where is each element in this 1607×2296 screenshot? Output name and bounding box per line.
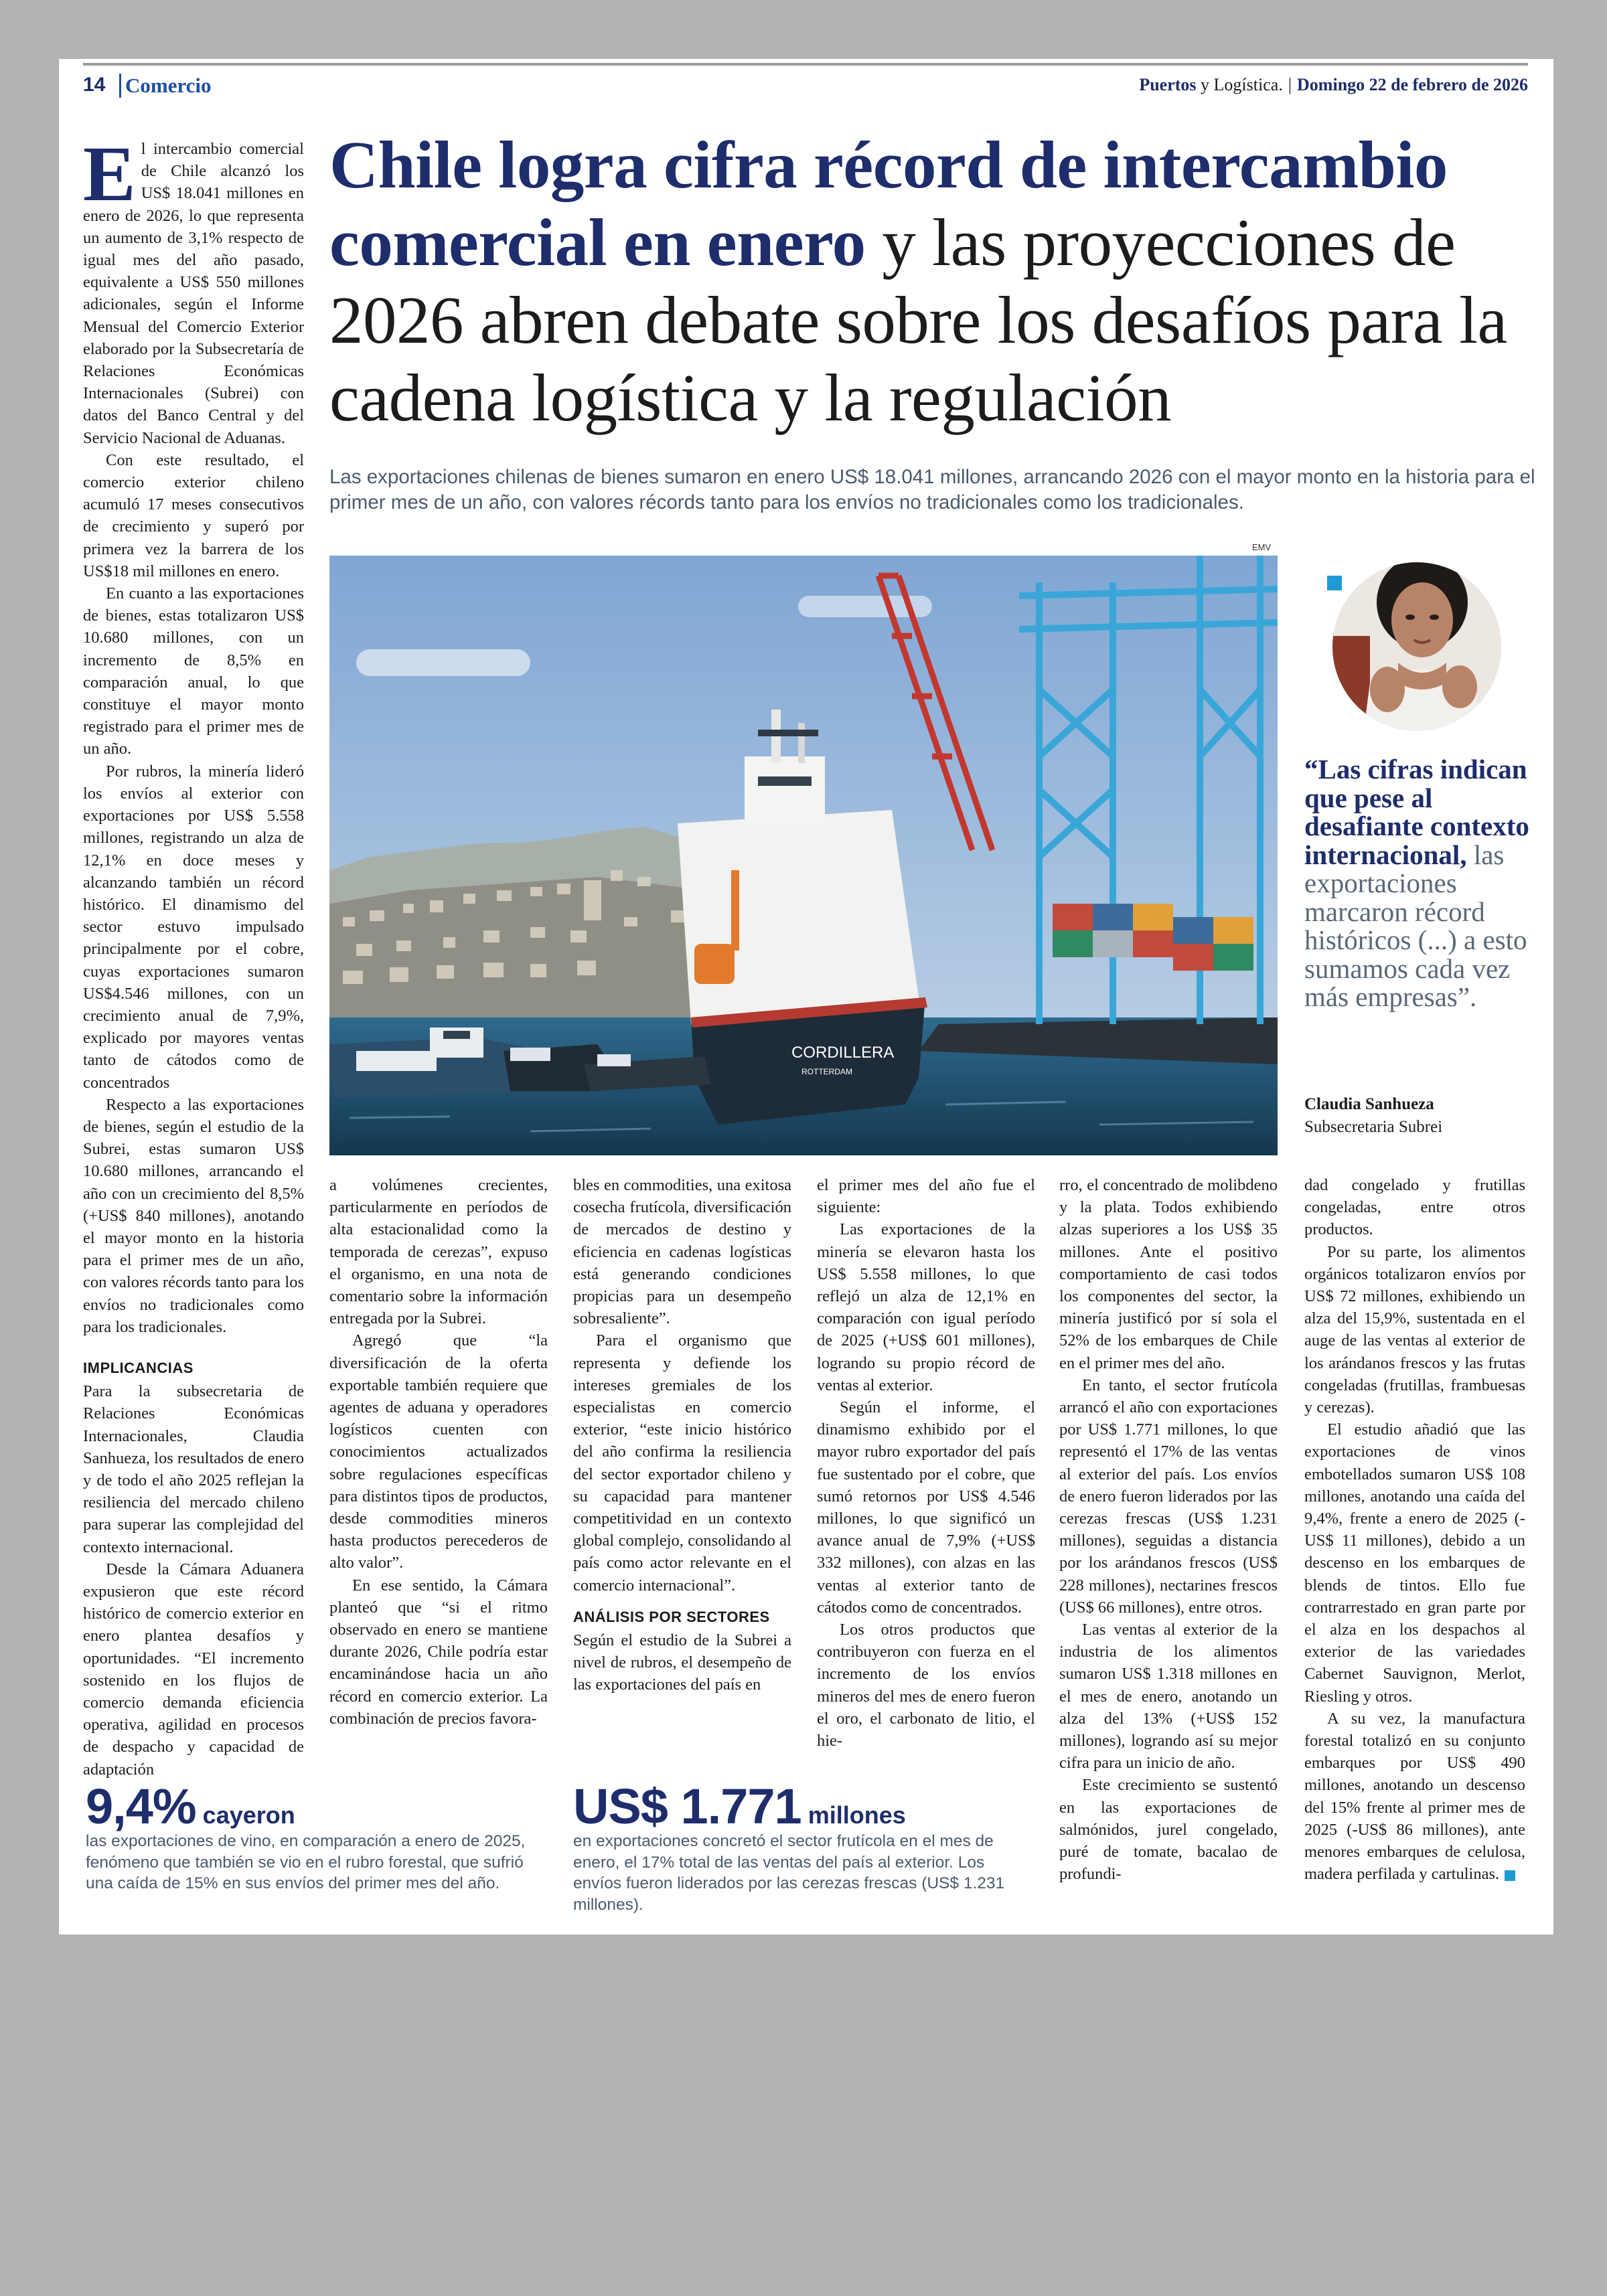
article-paragraph: Las exportaciones de la minería se elevaron hasta los US$ 5.558 millones, lo que reflejó un alza de 12,1% en comparación con igual período de 2025 (+US$ 601 millones), logrando su propio récord de ventas al exterior. <box>817 1220 1035 1394</box>
quote-author-role: Subsecretaria Subrei <box>1304 1118 1443 1136</box>
subheading-analisis: ANÁLISIS POR SECTORES <box>573 1608 770 1625</box>
lead-paragraph: Las exportaciones chilenas de bienes sumaron en enero US$ 18.041 millones, arrancando 2026 con el mayor monto en la historia para el primer mes de un año, con valores récords tanto para los envíos no tradicionales como los tradicionales. <box>329 466 1535 513</box>
subheading-implicancias: IMPLICANCIAS <box>83 1359 194 1376</box>
stat-unit: cayeron <box>202 1801 295 1829</box>
stat-value: 9,4% <box>86 1779 196 1834</box>
article-paragraph: En ese sentido, la Cámara planteó que “si el ritmo observado en enero se mantiene durante 2026, Chile podría estar encaminándose hacia un año récord en comercio exterior. La combinación de precios favora- <box>329 1576 548 1728</box>
stat-description: las exportaciones de vino, en comparación a enero de 2025, fenómeno que también se vio en el rubro forestal, que sufrió una caída de 15% en sus envíos del primer mes del año. <box>86 1832 526 1892</box>
article-paragraph: Con este resultado, el comercio exterior chileno acumuló 17 meses consecutivos de crecimiento y superó por primera vez la barrera de los US$18 mil millones en enero. <box>83 450 304 580</box>
article-paragraph: Desde la Cámara Aduanera expusieron que este récord histórico de comercio exterior en enero plantea desafíos y oportunidades. “El incremento sostenido en los flujos de comercio demanda eficiencia operativa, agilidad en procesos de despacho y capacidad de adaptación <box>83 1560 304 1779</box>
article-paragraph: A su vez, la manufactura forestal totalizó en su conjunto embarques por US$ 490 millones, anotando un descenso del 15% frente al primer mes de 2025 (-US$ 86 millones), ante menores embarques de celulosa, madera perfilada y cartulinas. <box>1304 1709 1525 1884</box>
avatar <box>1323 556 1504 734</box>
headline-regular: y las proyecciones de 2026 abren debate sobre los desafíos para la cadena logística y la regulación <box>329 205 1507 435</box>
article-paragraph: Los otros productos que contribuyeron con fuerza en el incremento de los envíos mineros del mes de enero fueron el oro, el carbonato de litio, el hie- <box>817 1621 1035 1750</box>
headline-bold: Chile logra cifra récord de intercambio comercial en enero <box>329 127 1448 280</box>
stat-description: en exportaciones concretó el sector frutícola en el mes de enero, el 17% total de las ventas del país al exterior. Los envíos fueron liderados por las cerezas frescas (US$ 1.231 millones). <box>573 1832 1005 1914</box>
header-right <box>1139 75 1528 95</box>
quote-rest: las exportaciones marcaron récord históricos (...) a esto sumamos cada vez más empresas”. <box>1304 839 1527 1012</box>
end-mark-icon <box>1505 1870 1515 1881</box>
article-paragraph: rro, el concentrado de molibdeno y la plata. Todos exhibiendo alzas superiores a los US$ 35 millones. Ante el positivo comportamiento de casi todos los componentes del sector, la minería justificó por sí sola el 52% de los embarques de Chile en el primer mes del año. <box>1059 1176 1278 1372</box>
article-paragraph: Según el informe, el dinamismo exhibido por el mayor rubro exportador del país fue sustentado por el cobre, que sumó retornos por US$ 4.546 millones, lo que significó un avance anual de 7,9% (+US$ 332 millones), con alzas en las ventas al exterior tanto de cátodos como de concentrados. <box>817 1398 1035 1617</box>
supplement-name: Puertos <box>1139 75 1197 94</box>
photo-credit: EMV <box>1252 542 1272 552</box>
page-header <box>83 63 1528 106</box>
article-paragraph: El intercambio comercial de Chile alcanzó los US$ 18.041 millones en enero de 2026, lo que representa un aumento de 3,1% respecto de igual mes del año pasado, equivalente a US$ 550 millones adicionales, según el Informe Mensual del Comercio Exterior elaborado por la Subsecretaría de Relaciones Económicas Internacionales (Subrei) con datos del Banco Central y del Servicio Nacional de Aduanas. <box>83 130 304 447</box>
article-paragraph: Según el estudio de la Subrei a nivel de rubros, el desempeño de las exportaciones del país en <box>573 1631 791 1694</box>
article-column-5 <box>1059 1174 1278 1886</box>
article-paragraph: En cuanto a las exportaciones de bienes, estas totalizaron US$ 10.680 millones, con un incremento de 8,5% en comparación anual, lo que constituye el mayor monto registrado para el primer mes de un año. <box>83 584 304 758</box>
article-paragraph: Para el organismo que representa y defiende los intereses gremiales de los especialistas en comercio exterior, “este inicio histórico del año confirma la resiliencia del sector exportador chileno y su capacidad para mantener competitividad en un contexto global complejo, consolidando al país como actor relevante en el comercio internacional”. <box>573 1331 791 1594</box>
article-paragraph: el primer mes del año fue el siguiente: <box>817 1176 1035 1217</box>
stat-unit: millones <box>808 1801 906 1829</box>
article-column-1 <box>83 130 304 1781</box>
pull-quote <box>1304 755 1532 1011</box>
ship-name: CORDILLERA <box>791 1044 895 1062</box>
article-paragraph: Para la subsecretaria de Relaciones Económicas Internacionales, Claudia Sanhueza, los resultados de enero y de todo el año 2025 reflejan la resiliencia del mercado chileno para superar las complejidad del contexto internacional. <box>83 1382 304 1556</box>
stat-value: US$ 1.771 <box>573 1779 801 1834</box>
portrait-photo <box>1323 556 1504 734</box>
dropcap: E <box>83 130 136 218</box>
port-illustration <box>329 556 1278 1155</box>
header-separator: | <box>1288 75 1292 94</box>
article-column-3 <box>573 1174 791 1696</box>
ship-port: ROTTERDAM <box>801 1067 852 1076</box>
article-column-2 <box>329 1174 548 1730</box>
article-paragraph: Respecto a las exportaciones de bienes, según el estudio de la Subrei, estas sumaron US$ 10.680 millones, arrancando el año con un crecimiento del 8,5% (+US$ 840 millones), anotando el mayor monto en la historia para el primer mes de un año, con valores récords tanto para los envíos no tradicionales como para los tradicionales. <box>83 1095 304 1336</box>
article-paragraph: Por su parte, los alimentos orgánicos totalizaron envíos por US$ 72 millones, exhibiendo un alza del 15,9%, sustentada en el auge de las ventas al exterior de los arándanos frescos y las frutas congeladas (frutillas, frambuesas y cerezas). <box>1304 1242 1525 1417</box>
headline <box>329 126 1555 436</box>
article-paragraph: El estudio añadió que las exportaciones de vinos embotellados sumaron US$ 108 millones, anotando una caída del 9,4%, frente a enero de 2025 (-US$ 11 millones), debido a un descenso en los embarques de blends de tintos. Ello fue contrarrestado en gran parte por el alza en los despachos al exterior de las variedades Cabernet Sauvignon, Merlot, Riesling y otros. <box>1304 1420 1525 1706</box>
stat-wine <box>86 1778 554 1894</box>
supplement-subtitle: y Logística. <box>1201 75 1283 94</box>
quote-author: Claudia Sanhueza <box>1304 1095 1434 1113</box>
article-paragraph: Este crecimiento se sustentó en las exportaciones de salmónidos, jurel congelado, puré de tomate, bacalao de profundi- <box>1059 1776 1278 1884</box>
article-paragraph: a volúmenes crecientes, particularmente en períodos de alta estacionalidad como la temporada de cerezas”, expuso el organismo, en una nota de comentario sobre la información entregada por la Subrei. <box>329 1176 548 1328</box>
article-paragraph: bles en commodities, una exitosa cosecha frutícola, diversificación de mercados de destino y eficiencia en cadenas logísticas está generando condiciones propicias para un desempeño sobresaliente”. <box>573 1176 791 1328</box>
stat-fruit <box>573 1778 1035 1915</box>
article-column-6 <box>1304 1174 1525 1886</box>
issue-date: Domingo 22 de febrero de 2026 <box>1297 75 1528 94</box>
newspaper-page <box>59 59 1553 1935</box>
article-paragraph: Las ventas al exterior de la industria de los alimentos sumaron US$ 1.318 millones en el mes de enero, anotando un alza del 13% (+US$ 152 millones), logrando así su mejor cifra para un inicio de año. <box>1059 1621 1278 1773</box>
port-photo <box>329 556 1278 1155</box>
quote-bold: “Las cifras indican que pese al desafiante contexto internacional, <box>1304 754 1529 870</box>
article-column-4 <box>817 1174 1035 1752</box>
page-number: 14 <box>83 74 106 96</box>
section-name: Comercio <box>119 74 212 98</box>
article-paragraph: dad congelado y frutillas congeladas, entre otros productos. <box>1304 1176 1525 1239</box>
article-paragraph: En tanto, el sector frutícola arrancó el año con exportaciones por US$ 1.771 millones, lo que representó el 17% de las ventas al exterior del país. Los envíos de enero fueron liderados por las cerezas frescas (US$ 1.231 millones), seguidas a distancia por los arándanos frescos (US$ 228 millones), nectarines frescos (US$ 66 millones), entre otros. <box>1059 1376 1278 1617</box>
article-paragraph: Por rubros, la minería lideró los envíos al exterior con exportaciones por US$ 5.558 millones, registrando un alza de 12,1% en doce meses y alcanzando también un récord histórico. El dinamismo del sector estuvo impulsado principalmente por el cobre, cuyas exportaciones sumaron US$4.546 millones, con un crecimiento anual de 7,9%, explicado por mayores ventas tanto de cátodos como de concentrados <box>83 762 304 1092</box>
article-paragraph: Agregó que “la diversificación de la oferta exportable también requiere que agentes de aduana y operadores logísticos cuenten con conocimientos actualizados sobre regulaciones específicas para distintos tipos de productos, desde commodities mineros hasta productos perecederos de alto valor”. <box>329 1331 548 1572</box>
